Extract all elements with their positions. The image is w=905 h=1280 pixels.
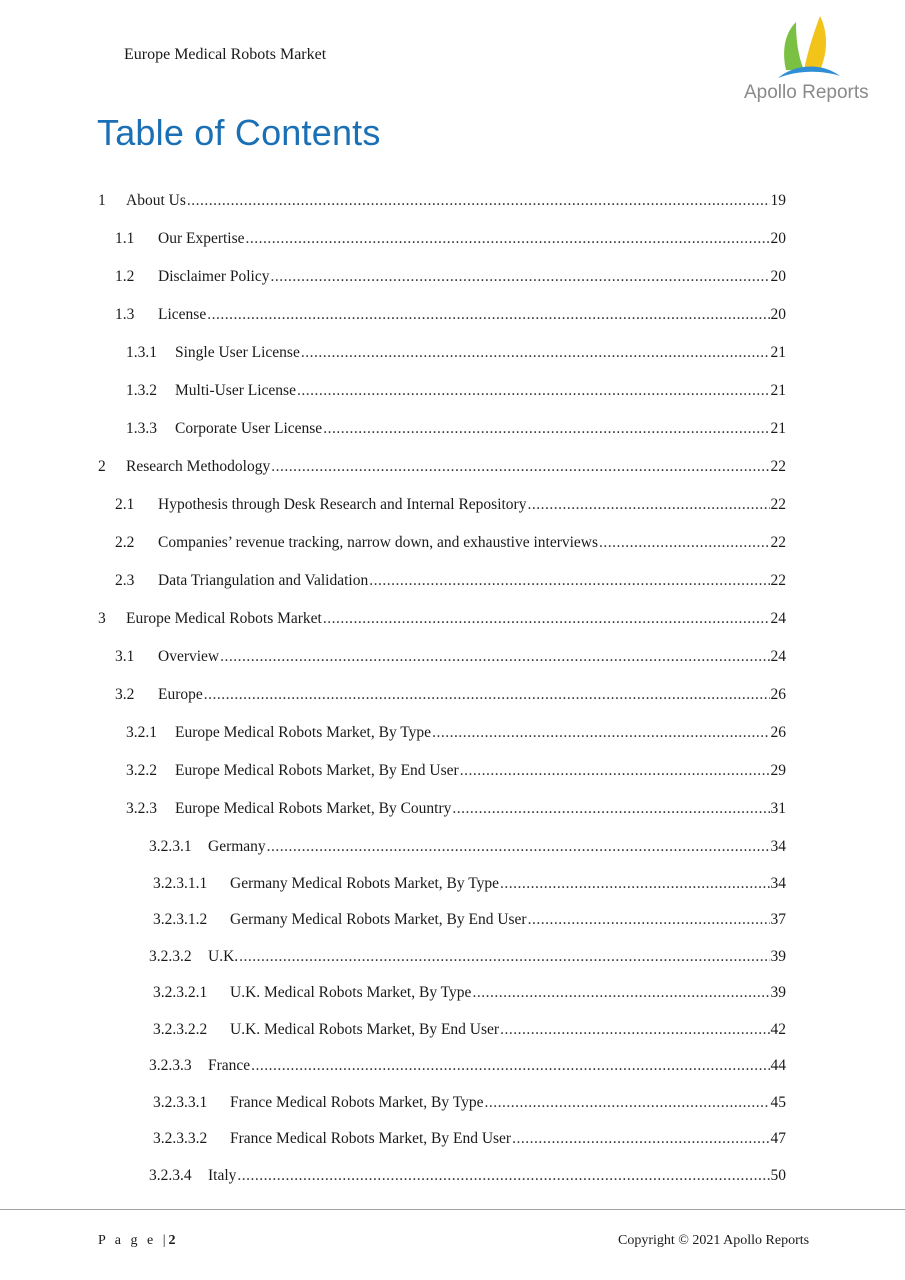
toc-entry-number: 1.2 (115, 268, 135, 285)
toc-entry-page: 31 (770, 800, 786, 817)
toc-entry-label: License (158, 306, 207, 323)
toc-entry-number: 1.3 (115, 306, 135, 323)
toc-entry-page: 21 (770, 344, 786, 361)
toc-entry-number: 3.2.1 (126, 724, 157, 741)
toc-entry-label: Data Triangulation and Validation (158, 572, 369, 589)
toc-entry-number: 3 (98, 610, 106, 627)
toc-dot-leader (512, 1130, 769, 1148)
toc-entry-number: 3.2.3.3.2 (153, 1130, 208, 1147)
toc-dot-leader (251, 1057, 769, 1075)
toc-entry-page: 20 (770, 268, 786, 285)
toc-entry-label: France Medical Robots Market, By Type (230, 1093, 484, 1111)
toc-entry-number: 3.2.3.2.1 (153, 984, 208, 1001)
toc-entry-page: 39 (770, 947, 786, 965)
toc-entry-number: 1.3.2 (126, 382, 157, 399)
toc-dot-leader (323, 420, 769, 438)
toc-dot-leader (301, 344, 770, 362)
toc-entry-number: 3.2.3.3.1 (153, 1093, 208, 1111)
toc-entry[interactable] (115, 496, 786, 514)
toc-entry[interactable] (115, 268, 786, 286)
toc-entry-page: 21 (770, 382, 786, 399)
toc-entry[interactable] (126, 382, 786, 400)
toc-entry[interactable] (153, 1021, 786, 1039)
toc-entry-number: 1.3.3 (126, 420, 157, 437)
toc-entry-page: 45 (770, 1093, 786, 1111)
toc-dot-leader (237, 1167, 769, 1185)
header-title: Europe Medical Robots Market (124, 46, 327, 63)
toc-entry[interactable] (126, 800, 786, 818)
toc-entry[interactable] (98, 192, 786, 210)
toc-entry-page: 24 (770, 648, 786, 665)
toc-entry-label: Germany (208, 838, 266, 855)
toc-entry[interactable] (149, 948, 786, 966)
toc-entry[interactable] (153, 1094, 786, 1112)
toc-entry[interactable] (153, 1130, 786, 1148)
footer-divider (0, 1209, 905, 1210)
toc-entry-page: 37 (770, 911, 786, 928)
toc-dot-leader (239, 948, 769, 966)
toc-entry[interactable] (149, 1057, 786, 1075)
logo-text: Apollo Reports (744, 82, 869, 103)
toc-entry-number: 3.2.2 (126, 762, 157, 779)
toc-entry-page: 47 (770, 1130, 786, 1147)
toc-entry[interactable] (115, 686, 786, 704)
toc-entry-number: 3.2.3.1.2 (153, 911, 208, 928)
toc-dot-leader (220, 648, 769, 666)
toc-entry-number: 1.3.1 (126, 344, 157, 361)
toc-entry-label: Our Expertise (158, 230, 245, 247)
toc-entry-page: 44 (770, 1057, 786, 1074)
toc-entry-number: 2.3 (115, 572, 135, 589)
toc-entry[interactable] (149, 838, 786, 856)
toc-dot-leader (271, 458, 769, 476)
toc-dot-leader (187, 192, 770, 210)
toc-entry-label: Research Methodology (126, 458, 271, 475)
toc-entry-label: About Us (126, 192, 186, 209)
toc-entry-page: 34 (770, 838, 786, 855)
toc-entry-label: Companies’ revenue tracking, narrow down, and exhaustive interviews (158, 534, 599, 551)
toc-dot-leader (500, 875, 770, 893)
toc-entry-number: 2.2 (115, 534, 135, 551)
toc-entry-label: Europe Medical Robots Market, By Country (175, 800, 452, 817)
toc-entry[interactable] (115, 534, 786, 552)
toc-dot-leader (528, 911, 770, 929)
toc-dot-leader (267, 838, 770, 856)
toc-entry-page: 22 (770, 496, 786, 513)
page-number: 2 (168, 1233, 176, 1248)
toc-entry-number: 3.2.3.3 (149, 1057, 192, 1074)
toc-entry-page: 22 (770, 572, 786, 589)
toc-entry-label: Europe Medical Robots Market, By End User (175, 762, 459, 779)
toc-entry[interactable] (126, 724, 786, 742)
toc-entry-label: Europe Medical Robots Market, By Type (175, 724, 432, 741)
toc-dot-leader (500, 1021, 769, 1039)
toc-dot-leader (460, 762, 770, 780)
toc-entry-number: 3.1 (115, 648, 135, 665)
toc-entry-page: 22 (770, 534, 786, 551)
toc-entry-label: Italy (208, 1166, 237, 1184)
toc-dot-leader (246, 230, 770, 248)
toc-dot-leader (207, 306, 769, 324)
toc-entry-page: 42 (770, 1020, 786, 1038)
toc-entry-label: Corporate User License (175, 420, 323, 437)
toc-entry[interactable] (115, 306, 786, 324)
toc-entry-page: 39 (770, 984, 786, 1001)
toc-dot-leader (297, 382, 770, 400)
company-logo (738, 12, 883, 107)
toc-entry-label: Germany Medical Robots Market, By End User (230, 911, 527, 928)
toc-entry[interactable] (115, 648, 786, 666)
toc-entry[interactable] (126, 420, 786, 438)
toc-dot-leader (484, 1094, 769, 1112)
toc-entry-label: France Medical Robots Market, By End User (230, 1130, 512, 1147)
toc-entry-number: 2.1 (115, 496, 135, 513)
toc-entry-label: Single User License (175, 344, 300, 361)
toc-entry-label: Europe (158, 686, 203, 703)
toc-entry-page: 24 (770, 610, 786, 627)
toc-dot-leader (432, 724, 769, 742)
toc-entry-number: 3.2.3.1 (149, 838, 192, 855)
toc-entry-number: 2 (98, 458, 106, 475)
toc-entry-label: Europe Medical Robots Market (126, 610, 322, 627)
toc-entry-label: U.K. Medical Robots Market, By End User (230, 1020, 500, 1038)
toc-entry-number: 3.2.3.4 (149, 1166, 192, 1184)
toc-dot-leader (323, 610, 770, 628)
toc-entry-page: 50 (770, 1166, 786, 1184)
toc-entry-page: 22 (770, 458, 786, 475)
page-label: P a g e | (98, 1233, 169, 1248)
toc-entry-page: 21 (770, 420, 786, 437)
toc-entry-number: 3.2.3 (126, 800, 157, 817)
toc-entry-page: 34 (770, 874, 786, 892)
toc-entry[interactable] (153, 875, 786, 893)
toc-dot-leader (271, 268, 770, 286)
toc-entry-label: Germany Medical Robots Market, By Type (230, 874, 499, 892)
toc-entry-label: Multi-User License (175, 382, 296, 399)
apollo-leaf-logo-icon (774, 12, 846, 82)
toc-entry-number: 3.2.3.2.2 (153, 1020, 208, 1038)
toc-entry-label: Hypothesis through Desk Research and Internal Repository (158, 496, 527, 513)
toc-dot-leader (527, 496, 769, 514)
toc-entry-number: 1 (98, 192, 106, 209)
toc-entry[interactable] (126, 762, 786, 780)
toc-entry-label: France (208, 1057, 251, 1074)
toc-entry-number: 3.2.3.1.1 (153, 874, 208, 892)
toc-entry[interactable] (126, 344, 786, 362)
toc-dot-leader (452, 800, 769, 818)
footer-page-number (98, 1233, 176, 1249)
toc-entry[interactable] (153, 984, 786, 1002)
toc-entry-page: 26 (770, 686, 786, 703)
toc-entry-page: 19 (770, 192, 786, 209)
toc-entry-number: 1.1 (115, 230, 135, 247)
toc-dot-leader (472, 984, 769, 1002)
toc-entry-label: Overview (158, 648, 220, 665)
toc-entry-number: 3.2 (115, 686, 135, 703)
toc-entry[interactable] (153, 911, 786, 929)
toc-entry-page: 20 (770, 306, 786, 323)
toc-entry-label: U.K. (208, 947, 239, 965)
toc-title: Table of Contents (97, 112, 381, 153)
toc-entry[interactable] (115, 230, 786, 248)
toc-entry-page: 20 (770, 230, 786, 247)
footer-copyright: Copyright © 2021 Apollo Reports (618, 1233, 810, 1248)
toc-entry[interactable] (98, 610, 786, 628)
toc-entry-number: 3.2.3.2 (149, 947, 192, 965)
toc-entry-page: 26 (770, 724, 786, 741)
toc-dot-leader (204, 686, 770, 704)
toc-dot-leader (369, 572, 769, 590)
toc-entry-page: 29 (770, 762, 786, 779)
toc-entry-label: U.K. Medical Robots Market, By Type (230, 984, 472, 1001)
toc-entry[interactable] (98, 458, 786, 476)
toc-entry[interactable] (115, 572, 786, 590)
toc-entry[interactable] (149, 1167, 786, 1185)
toc-entry-label: Disclaimer Policy (158, 268, 270, 285)
toc-dot-leader (599, 534, 769, 552)
